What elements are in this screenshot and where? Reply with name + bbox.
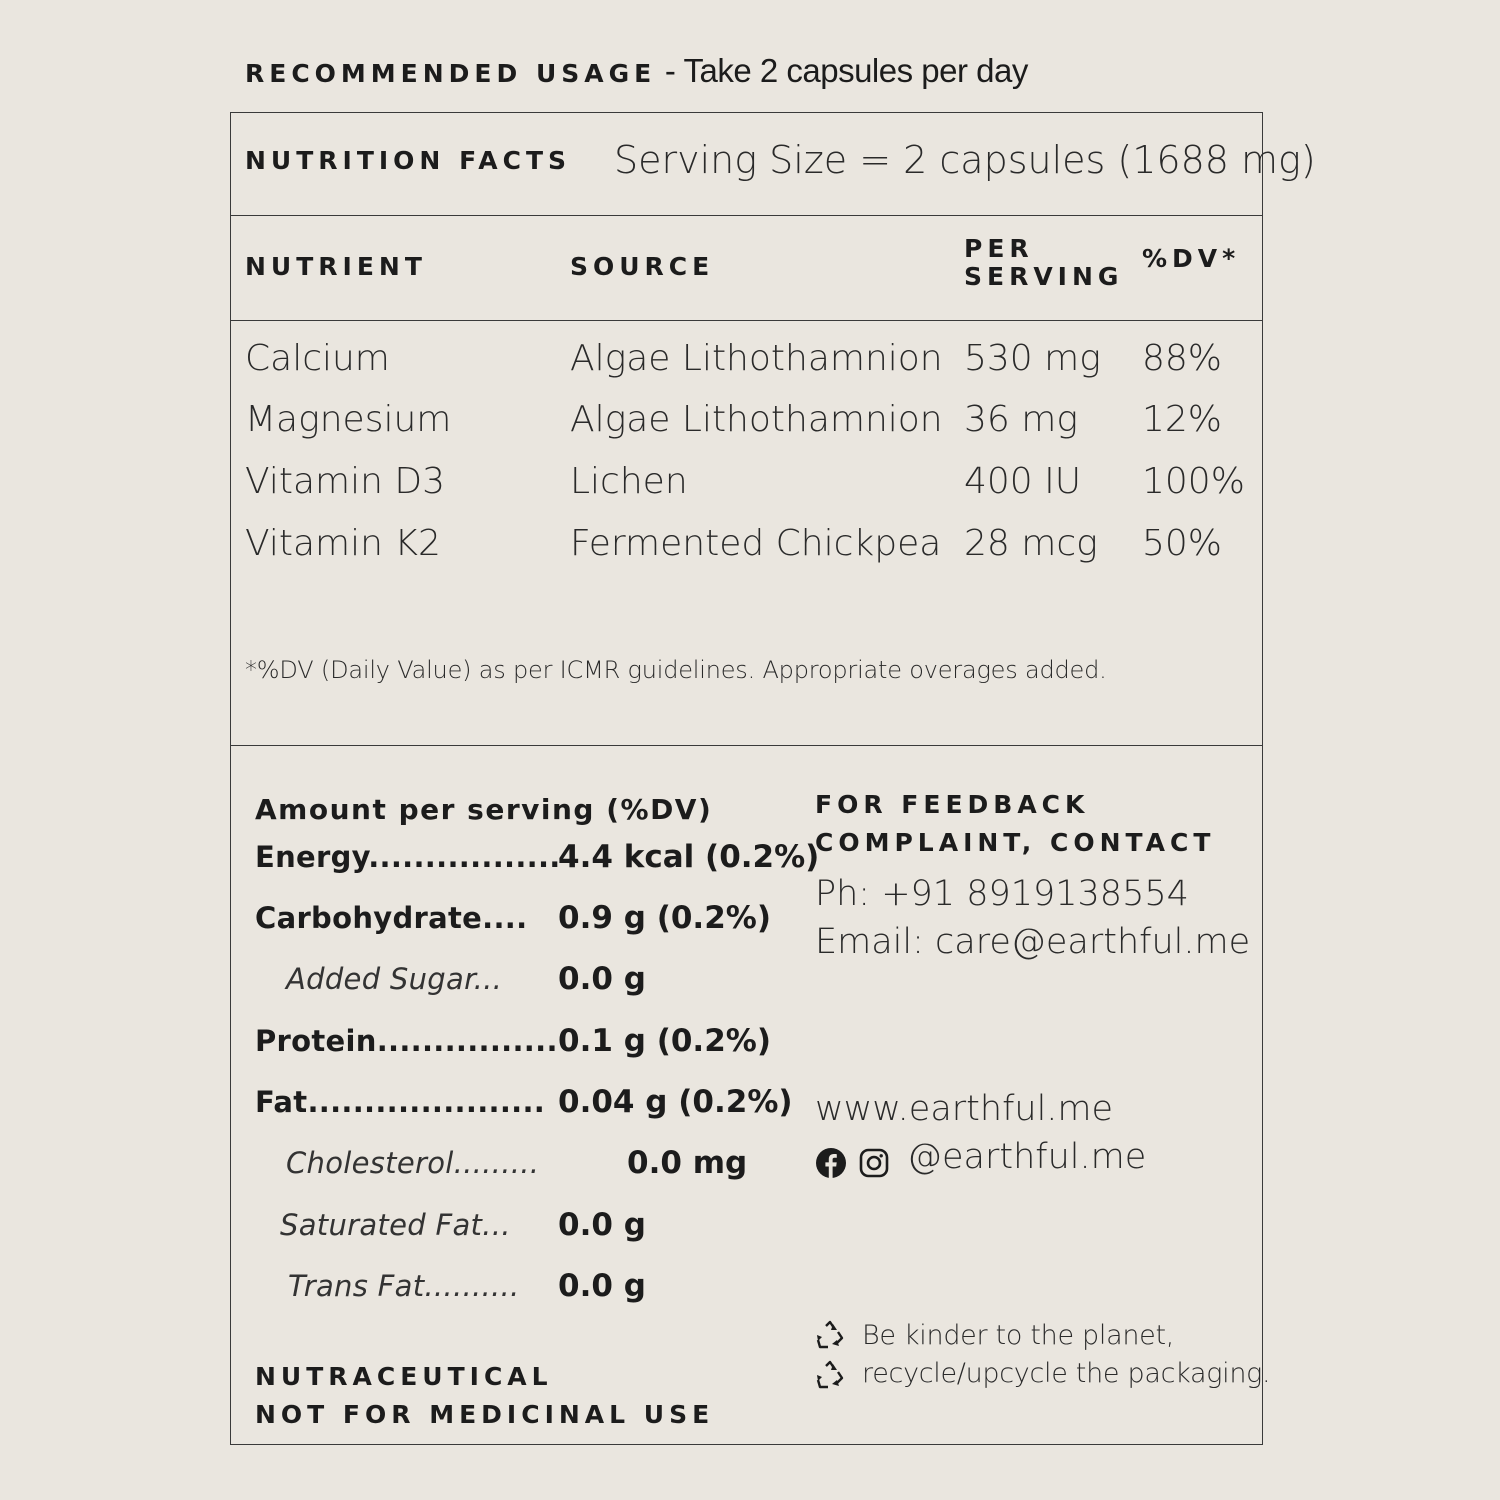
amount-label: Trans Fat.......... <box>288 1269 520 1303</box>
header-per: PER <box>964 234 1034 263</box>
row-source: Algae Lithothamnion <box>570 338 943 379</box>
recycle-text-line1: Be kinder to the planet, <box>862 1320 1175 1351</box>
amount-label: Carbohydrate.... <box>255 901 528 935</box>
facebook-icon[interactable] <box>815 1147 847 1179</box>
amount-value: 0.0 mg <box>627 1145 748 1181</box>
dv-footnote: *%DV (Daily Value) as per ICMR guidelines. Appropriate overages added. <box>245 656 1107 684</box>
row-dv: 12% <box>1142 399 1223 440</box>
contact-title: COMPLAINT, CONTACT <box>815 828 1216 857</box>
disclaimer-line1: NUTRACEUTICAL <box>255 1362 553 1391</box>
nutrition-panel <box>230 112 1263 1445</box>
row-per-serving: 36 mg <box>964 399 1078 440</box>
amount-value: 0.1 g (0.2%) <box>558 1023 772 1059</box>
row-source: Fermented Chickpea <box>570 523 942 564</box>
recycle-icon <box>815 1320 845 1350</box>
divider <box>231 215 1262 216</box>
row-nutrient: Calcium <box>245 338 390 379</box>
amount-label: Protein................ <box>255 1024 558 1058</box>
recycle-icon <box>815 1360 845 1390</box>
amount-value: 0.0 g <box>558 1268 646 1304</box>
amount-label: Fat..................... <box>255 1085 546 1119</box>
header-source: SOURCE <box>570 252 715 281</box>
amount-label: Added Sugar... <box>286 962 503 996</box>
header-serving: SERVING <box>964 262 1124 291</box>
website-link[interactable]: www.earthful.me <box>815 1089 1114 1129</box>
divider <box>231 320 1262 321</box>
amount-value: 4.4 kcal (0.2%) <box>558 839 820 875</box>
row-source: Lichen <box>570 461 688 502</box>
row-nutrient: Magnesium <box>245 399 452 440</box>
row-per-serving: 400 IU <box>964 461 1082 502</box>
serving-size: Serving Size = 2 capsules (1688 mg) <box>614 138 1316 182</box>
row-nutrient: Vitamin D3 <box>245 461 445 502</box>
instagram-icon[interactable] <box>858 1147 890 1179</box>
row-per-serving: 530 mg <box>964 338 1101 379</box>
amount-value: 0.0 g <box>558 1207 646 1243</box>
amount-value: 0.04 g (0.2%) <box>558 1084 793 1120</box>
amount-title: Amount per serving (%DV) <box>255 793 713 826</box>
social-handle[interactable]: @earthful.me <box>907 1137 1147 1177</box>
recommended-usage <box>245 52 1028 90</box>
nutrition-facts-title: NUTRITION FACTS <box>245 146 572 175</box>
recycle-text-line2: recycle/upcycle the packaging. <box>862 1358 1271 1389</box>
row-nutrient: Vitamin K2 <box>245 523 441 564</box>
row-source: Algae Lithothamnion <box>570 399 943 440</box>
amount-value: 0.0 g <box>558 961 646 997</box>
row-per-serving: 28 mcg <box>964 523 1098 564</box>
amount-label: Saturated Fat... <box>280 1208 511 1242</box>
contact-phone[interactable]: Ph: +91 8919138554 <box>815 874 1189 914</box>
amount-value: 0.9 g (0.2%) <box>558 900 772 936</box>
usage-label: RECOMMENDED USAGE <box>245 59 657 88</box>
divider <box>231 745 1262 746</box>
disclaimer-line2: NOT FOR MEDICINAL USE <box>255 1400 715 1429</box>
header-nutrient: NUTRIENT <box>245 252 427 281</box>
header-dv: %DV* <box>1142 244 1241 273</box>
row-dv: 100% <box>1142 461 1245 502</box>
usage-text: - Take 2 capsules per day <box>656 52 1028 89</box>
contact-email[interactable]: Email: care@earthful.me <box>815 922 1251 962</box>
amount-label: Cholesterol......... <box>286 1146 540 1180</box>
contact-title: FOR FEEDBACK <box>815 790 1090 819</box>
row-dv: 88% <box>1142 338 1223 379</box>
row-dv: 50% <box>1142 523 1223 564</box>
amount-label: Energy................. <box>255 840 561 874</box>
